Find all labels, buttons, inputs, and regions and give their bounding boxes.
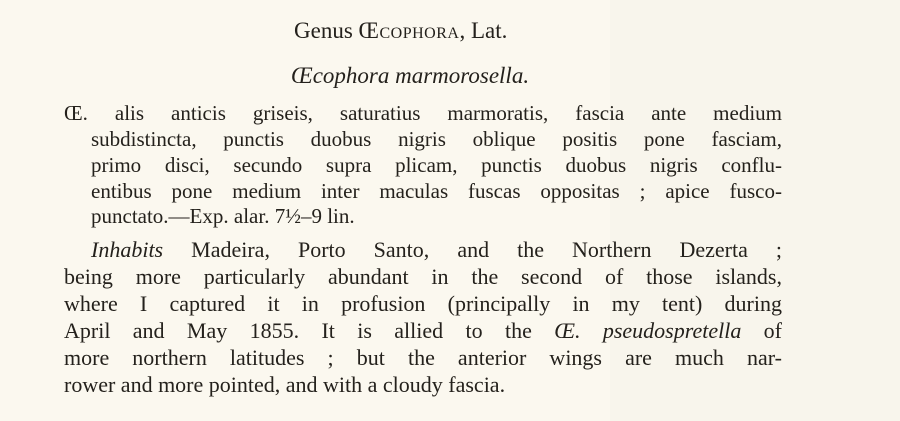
- genus-name: Œcophora: [358, 18, 460, 43]
- genus-heading: [294, 18, 624, 44]
- description-line-4: entibus pone medium inter maculas fuscas oppositas ; apice fusco-: [91, 179, 782, 203]
- description-line-1: Œ. alis anticis griseis, saturatius marmoratis, fascia ante medium: [64, 101, 782, 125]
- habitat-line-2: being more particularly abundant in the second of those islands,: [64, 264, 782, 289]
- habitat-line-6: rower and more pointed, and with a cloudy fascia.: [64, 372, 506, 397]
- habitat-locations: Madeira, Porto Santo, and the Northern Dezerta ;: [163, 237, 782, 262]
- habitat-line-1: [91, 238, 782, 262]
- habitat-date-text: April and May 1855. It is allied to the: [64, 318, 555, 343]
- genus-prefix: Genus: [294, 18, 359, 43]
- description-line-2: subdistincta, punctis duobus nigris oblique positis pone fasciam,: [91, 127, 782, 151]
- genus-author: , Lat.: [459, 18, 508, 43]
- habitat-line-3: where I captured it in profusion (principally in my tent) during: [64, 291, 782, 316]
- species-title: Œcophora marmorosella.: [291, 63, 530, 88]
- inhabits-label: Inhabits: [91, 237, 164, 262]
- description-line-5: punctato.—Exp. alar. 7½–9 lin.: [91, 204, 355, 228]
- habitat-line-5: more northern latitudes ; but the anterior wings are much nar-: [64, 345, 782, 370]
- related-species: Œ. pseudospretella: [554, 318, 742, 343]
- habitat-line-4-end: of: [741, 318, 783, 343]
- habitat-line-4: [64, 319, 782, 343]
- description-line-3: primo disci, secundo supra plicam, punctis duobus nigris conflu-: [91, 153, 782, 177]
